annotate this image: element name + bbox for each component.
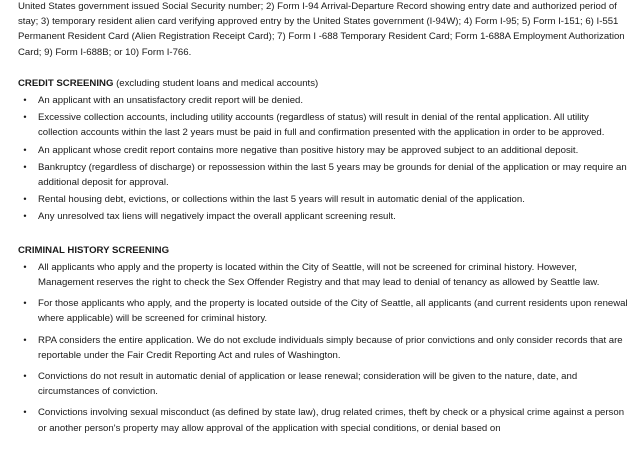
bullet-icon: • xyxy=(23,261,27,272)
criminal-history-title: CRIMINAL HISTORY SCREENING xyxy=(18,244,170,256)
bullet-icon: • xyxy=(23,95,27,106)
bullet-icon: • xyxy=(23,298,27,309)
bullet-icon: • xyxy=(23,161,27,172)
list-item-text: RPA considers the entire application. We do not exclude individuals simply because of prior convictions and only consider records that are reportable under the Fair Credit Reporting Act and rules of Washington. xyxy=(38,334,623,361)
bullet-icon: • xyxy=(23,112,27,123)
list-item-text: An applicant whose credit report contains more negative than positive history may be approved subject to an additional deposit. xyxy=(38,144,579,156)
list-item xyxy=(18,192,630,207)
credit-screening-subtitle: (excluding student loans and medical accounts) xyxy=(113,77,319,89)
intro-paragraph: United States government issued Social Security number; 2) Form I-94 Arrival-Departure Record showing entry date and authorized period of stay; 3) temporary resident alien card verifying approved entry by the United States government (I-94W); 4) Form I-95; 5) Form I-151; 6) I-551 Permanent Resident Card (Alien Registration Receipt Card); 7) Form I -688 Temporary Resident Card; Form 1-688A Employment Authorization Card; 9) Form I-688B; or 10) Form I-766. xyxy=(18,1,625,58)
list-item xyxy=(18,160,630,190)
list-item-text: Convictions involving sexual misconduct (as defined by state law), drug related crimes, theft by check or a physical crime against a person or another person's property may allow approval of the application with special conditions, or denial based on xyxy=(38,407,625,434)
credit-screening-heading xyxy=(18,76,630,91)
bullet-icon: • xyxy=(23,194,27,205)
criminal-history-list xyxy=(18,260,630,436)
list-item-text: For those applicants who apply, and the property is located outside of the City of Seattle, all applicants (and current residents upon renewal where applicable) will be screened for criminal history. xyxy=(38,298,628,325)
document-page xyxy=(18,0,630,442)
bullet-icon: • xyxy=(23,334,27,345)
list-item-text: An applicant with an unsatisfactory credit report will be denied. xyxy=(38,95,304,107)
list-item-text: Rental housing debt, evictions, or collections within the last 5 years will result in automatic denial of the application. xyxy=(38,194,525,206)
credit-screening-list xyxy=(18,93,630,225)
list-item-text: Any unresolved tax liens will negatively impact the overall applicant screening result. xyxy=(38,211,396,223)
list-item-text: All applicants who apply and the property is located within the City of Seattle, will not be screened for criminal history. However, Management reserves the right to check the Sex Offender Registry and that may lead to denial of tenancy as allowed by Seattle law. xyxy=(38,261,600,289)
list-item xyxy=(18,143,630,158)
credit-screening-title: CREDIT SCREENING xyxy=(18,77,114,89)
list-item xyxy=(18,260,630,290)
list-item xyxy=(18,369,630,399)
list-item xyxy=(18,93,630,108)
criminal-history-heading xyxy=(18,243,630,258)
list-item xyxy=(18,296,630,326)
list-item-text: Bankruptcy (regardless of discharge) or repossession within the last 5 years may be grounds for denial of the application or may require an additional deposit for approval. xyxy=(38,161,627,189)
bullet-icon: • xyxy=(23,371,27,382)
bullet-icon: • xyxy=(23,211,27,222)
bullet-icon: • xyxy=(23,144,27,155)
list-item xyxy=(18,209,630,224)
list-item-text: Convictions do not result in automatic denial of application or lease renewal; consideration will be given to the nature, date, and circumstances of conviction. xyxy=(38,371,578,398)
list-item xyxy=(18,405,630,435)
list-item-text: Excessive collection accounts, including utility accounts (regardless of status) will result in denial of the rental application. All utility collection accounts within the last 2 years must be paid in full and confirmation presented with the application in order to be approved. xyxy=(38,112,605,139)
list-item xyxy=(18,110,630,140)
list-item xyxy=(18,333,630,363)
bullet-icon: • xyxy=(23,407,27,418)
